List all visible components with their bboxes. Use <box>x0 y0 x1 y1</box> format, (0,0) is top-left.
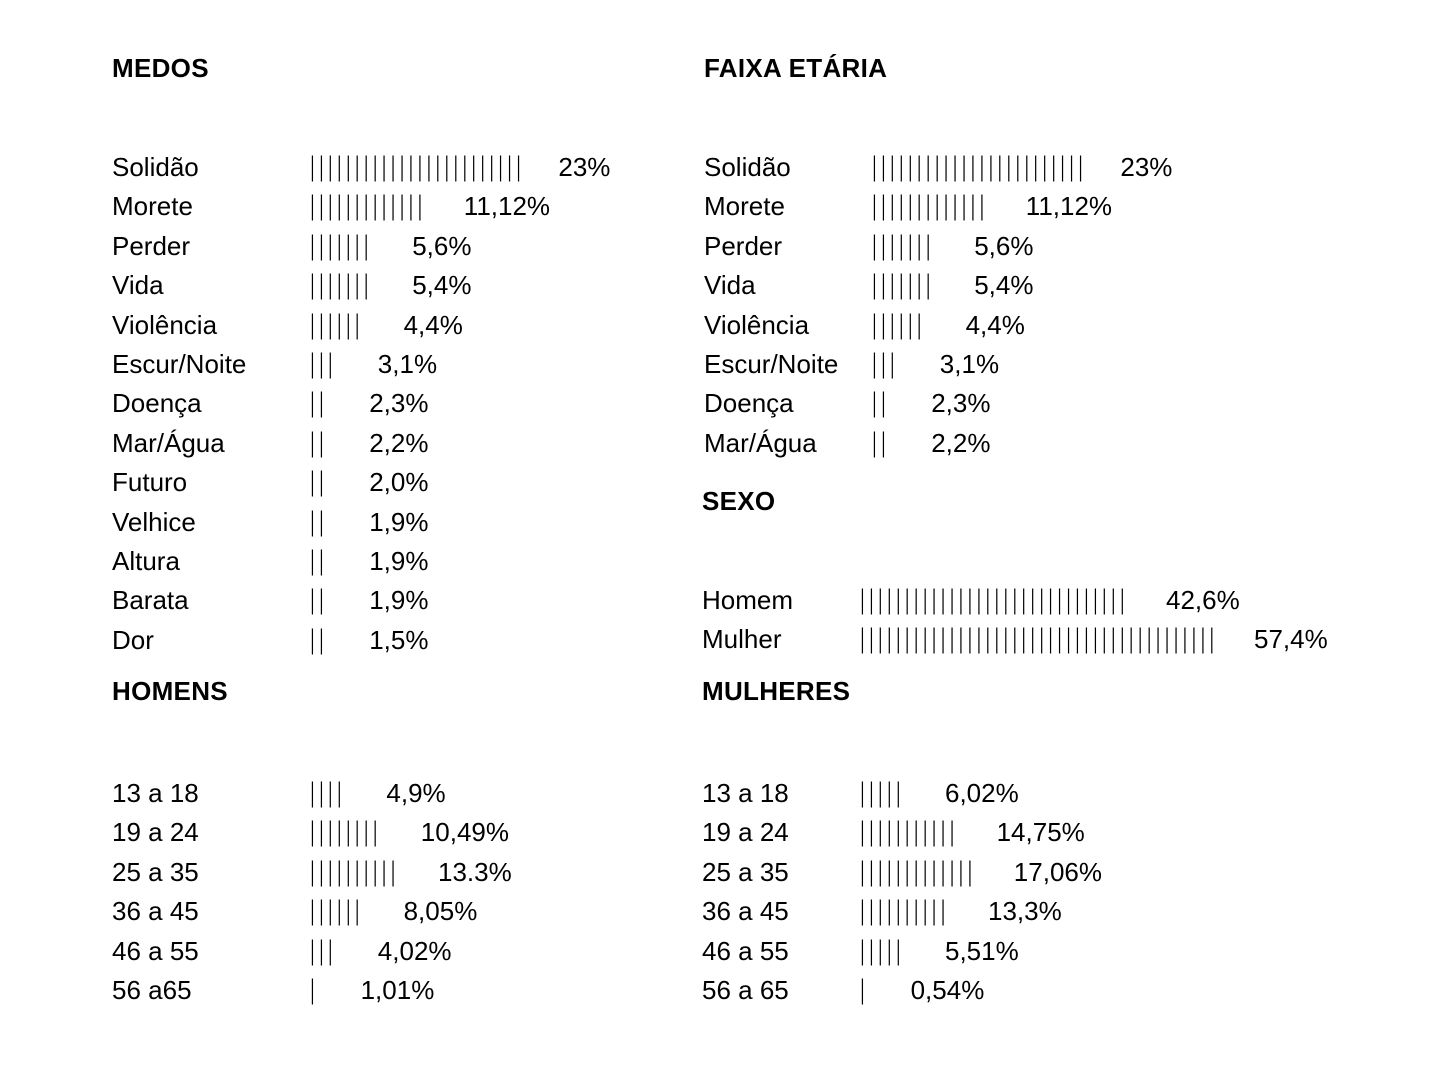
value-label: 23% <box>1120 152 1173 182</box>
tally-bar: | <box>858 975 867 1005</box>
category-label: Homem <box>702 585 794 615</box>
value-label: 5,4% <box>412 270 472 301</box>
tally-bar: |||||||||| <box>308 856 398 887</box>
value-label: 4,4% <box>965 309 1025 340</box>
tally-bar: || <box>308 585 326 616</box>
value-label: 5,6% <box>974 230 1034 261</box>
tally-bar: || <box>308 624 326 655</box>
value-label: 3,1% <box>939 349 1000 379</box>
value-label: 1,9% <box>369 546 429 576</box>
tally-bar: ||||||||||||| <box>308 191 425 222</box>
value-label: 4,9% <box>386 778 446 808</box>
mulheres-chart <box>702 675 1342 1005</box>
value-label: 1,5% <box>369 624 429 655</box>
category-label: 25 a 35 <box>112 856 199 887</box>
tally-bar: || <box>308 467 326 498</box>
tally-bar: ||| <box>870 349 897 379</box>
tally-bar: ||||||||||| <box>858 817 957 848</box>
category-label: 56 a 65 <box>702 975 789 1005</box>
category-label: Escur/Noite <box>704 349 839 379</box>
value-label: 2,2% <box>931 427 991 458</box>
value-label: 2,0% <box>369 467 429 498</box>
tally-bar: ||||||| <box>308 270 371 301</box>
category-label: 46 a 55 <box>702 935 789 966</box>
category-label: Solidão <box>112 152 199 182</box>
value-label: 14,75% <box>996 817 1085 848</box>
category-label: 19 a 24 <box>112 817 199 848</box>
value-label: 13.3% <box>438 856 512 887</box>
faixa-etaria-chart <box>704 52 1344 458</box>
category-label: 36 a 45 <box>112 896 199 927</box>
category-label: Mar/Água <box>112 427 225 458</box>
tally-bar: ||||| <box>858 778 903 808</box>
category-label: Vida <box>704 270 756 301</box>
category-label: Morete <box>112 191 193 222</box>
tally-bar: ||| <box>308 349 335 379</box>
category-label: Dor <box>112 624 154 655</box>
value-label: 2,3% <box>931 388 991 419</box>
sexo-chart <box>702 485 1402 655</box>
value-label: 1,01% <box>360 975 435 1005</box>
value-label: 4,4% <box>403 309 463 340</box>
value-label: 3,1% <box>377 349 438 379</box>
category-label: 13 a 18 <box>702 778 789 808</box>
tally-bar: || <box>308 388 326 419</box>
category-label: 36 a 45 <box>702 896 789 927</box>
tally-bar: || <box>870 388 888 419</box>
tally-bar: |||||||||| <box>858 896 948 927</box>
tally-bar: |||||| <box>308 896 362 927</box>
category-label: 56 a65 <box>112 975 192 1005</box>
tally-bar: || <box>308 546 326 576</box>
tally-bar: | <box>308 975 317 1005</box>
tally-bar: ||||||| <box>870 270 933 301</box>
category-label: 19 a 24 <box>702 817 789 848</box>
tally-bar: |||||| <box>308 309 362 340</box>
category-label: Morete <box>704 191 785 222</box>
tally-bar: |||||||||||||||||||||||| <box>870 152 1086 182</box>
value-label: 2,2% <box>369 427 429 458</box>
value-label: 2,3% <box>369 388 429 419</box>
category-label: Violência <box>112 309 218 340</box>
category-label: Altura <box>112 546 180 576</box>
tally-bar: ||||||| <box>308 230 371 261</box>
category-label: Barata <box>112 585 189 616</box>
category-label: Velhice <box>112 506 196 537</box>
tally-bar: |||||||||||||||||||||||||||||| <box>858 585 1127 615</box>
value-label: 8,05% <box>403 896 478 927</box>
category-label: Solidão <box>704 152 791 182</box>
category-label: Vida <box>112 270 164 301</box>
value-label: 17,06% <box>1013 856 1102 887</box>
value-label: 13,3% <box>988 896 1062 927</box>
category-label: 13 a 18 <box>112 778 199 808</box>
category-label: Perder <box>112 230 191 261</box>
tally-bar: |||||| <box>870 309 924 340</box>
tally-bar: ||||||| <box>870 230 933 261</box>
value-label: 23% <box>558 152 611 182</box>
chart-title: SEXO <box>702 486 776 516</box>
value-label: 5,4% <box>974 270 1034 301</box>
tally-bar: || <box>308 427 326 458</box>
tally-bar: ||| <box>308 935 335 966</box>
category-label: Futuro <box>112 467 188 498</box>
category-label: 25 a 35 <box>702 856 789 887</box>
value-label: 5,51% <box>945 935 1019 966</box>
chart-title: FAIXA ETÁRIA <box>704 53 888 83</box>
tally-bar: || <box>308 506 326 537</box>
tally-bar: |||| <box>308 778 344 808</box>
category-label: Violência <box>704 309 810 340</box>
category-label: Doença <box>704 388 794 419</box>
tally-bar: ||||||||||||| <box>858 856 975 887</box>
category-label: 46 a 55 <box>112 935 199 966</box>
category-label: Mulher <box>702 624 782 655</box>
value-label: 1,9% <box>369 506 429 537</box>
value-label: 11,12% <box>463 191 551 222</box>
value-label: 0,54% <box>910 975 985 1005</box>
category-label: Escur/Noite <box>112 349 247 379</box>
chart-title: HOMENS <box>112 676 228 706</box>
value-label: 10,49% <box>420 817 509 848</box>
medos-chart <box>112 52 672 655</box>
tally-bar: ||||| <box>858 935 903 966</box>
category-label: Mar/Água <box>704 427 817 458</box>
value-label: 6,02% <box>945 778 1019 808</box>
value-label: 42,6% <box>1166 585 1240 615</box>
value-label: 57,4% <box>1254 624 1328 655</box>
value-label: 5,6% <box>412 230 472 261</box>
tally-bar: ||||||||||||| <box>870 191 987 222</box>
tally-bar: |||||||||||||||||||||||| <box>308 152 524 182</box>
category-label: Perder <box>704 230 783 261</box>
value-label: 1,9% <box>369 585 429 616</box>
tally-bar: || <box>870 427 888 458</box>
category-label: Doença <box>112 388 202 419</box>
chart-title: MEDOS <box>112 53 209 83</box>
value-label: 4,02% <box>377 935 452 966</box>
tally-bar: |||||||| <box>308 817 380 848</box>
chart-title: MULHERES <box>702 676 851 706</box>
value-label: 11,12% <box>1025 191 1113 222</box>
homens-chart <box>112 675 672 1005</box>
tally-bar: |||||||||||||||||||||||||||||||||||||||| <box>858 624 1217 655</box>
